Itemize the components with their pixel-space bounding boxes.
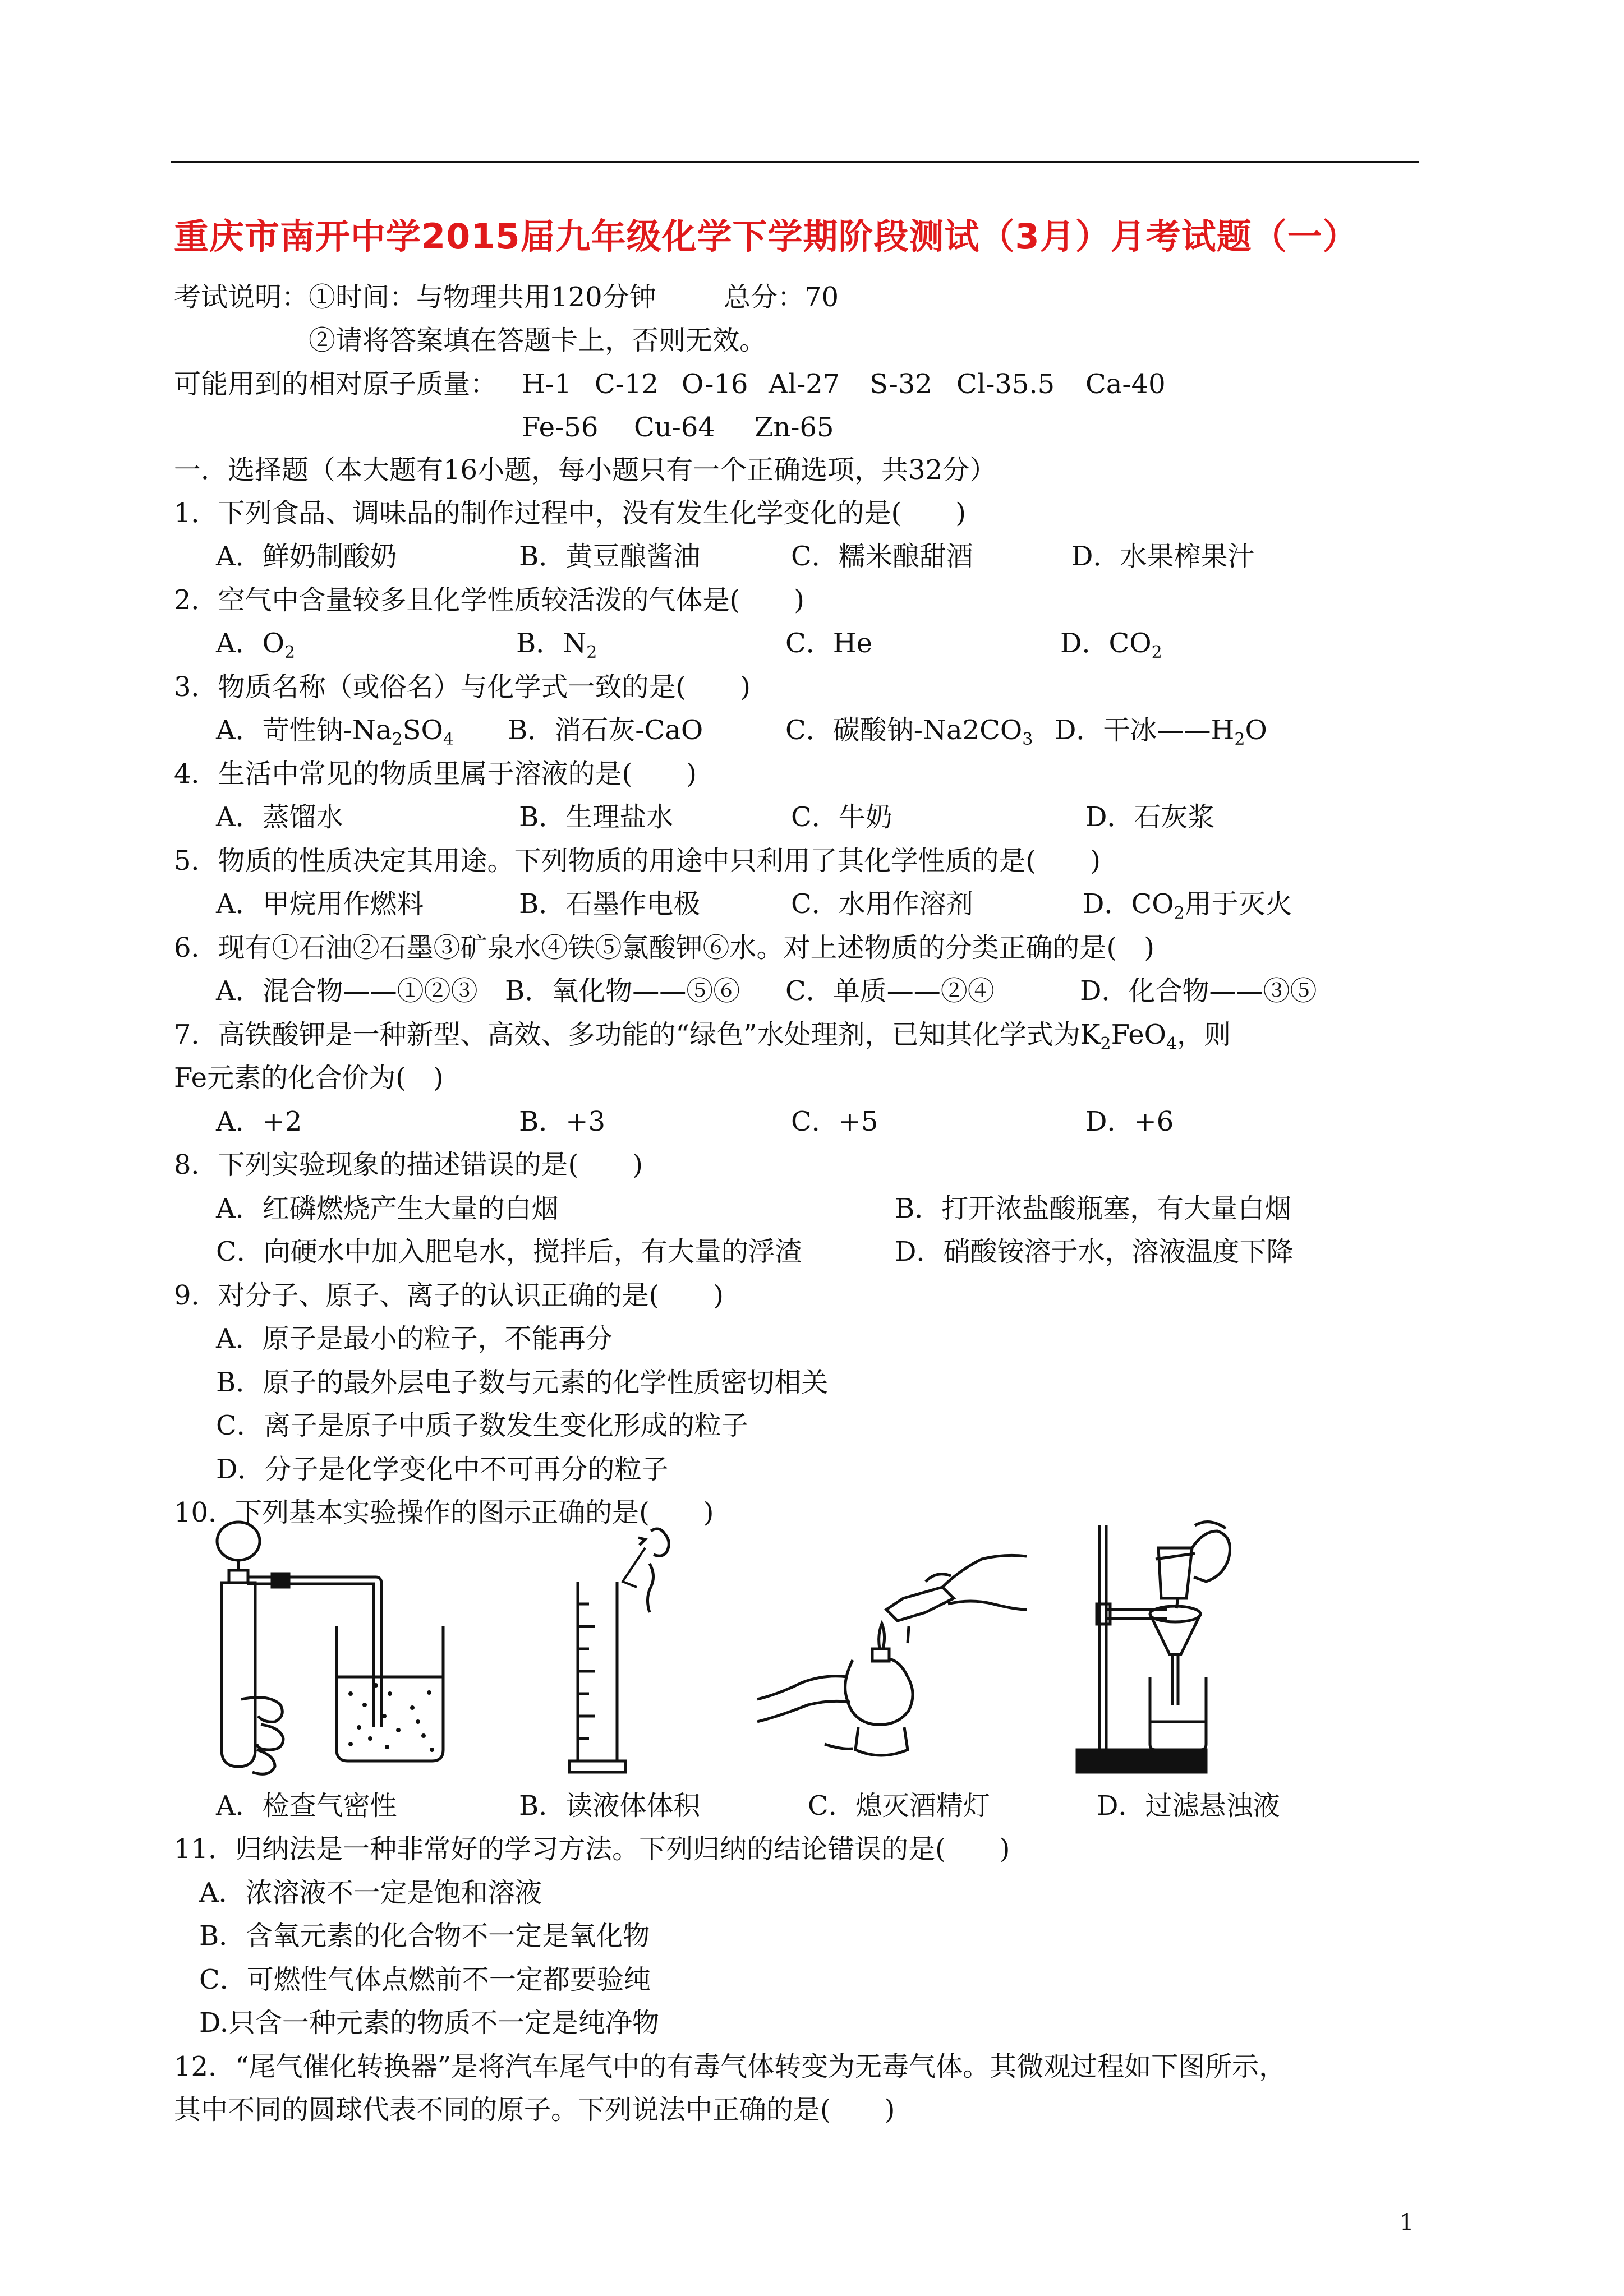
option-a: A．蒸馏水 — [216, 801, 343, 833]
question-stem: 1．下列食品、调味品的制作过程中，没有发生化学变化的是( ) — [174, 497, 966, 529]
option-b: B．$N_2$ — [516, 628, 597, 662]
option-a: A．原子是最小的粒子，不能再分 — [216, 1323, 613, 1354]
option-b: B．打开浓盐酸瓶塞，有大量白烟 — [895, 1193, 1292, 1224]
option-d: D．干冰$——H_2O$ — [1055, 714, 1267, 749]
exam-time: ①时间：与物理共用120分钟 — [309, 282, 656, 313]
question-stem: 3．物质名称（或俗名）与化学式一致的是( ) — [174, 671, 751, 703]
question-stem: 11．归纳法是一种非常好的学习方法。下列归纳的结论错误的是( ) — [174, 1833, 1010, 1865]
option-b: B．消石灰-CaO — [508, 714, 703, 746]
option-c: C．熄灭酒精灯 — [808, 1790, 990, 1822]
atomic-mass-item: Al-27 — [769, 368, 840, 400]
option-a: A．混合物——①②③ — [216, 975, 478, 1007]
option-c: C．He — [785, 628, 872, 659]
option-b: B．含氧元素的化合物不一定是氧化物 — [199, 1920, 650, 1952]
option-c: C．离子是原子中质子数发生变化形成的粒子 — [216, 1410, 748, 1441]
atomic-mass-item: Zn-65 — [755, 412, 834, 443]
header-rule — [171, 161, 1419, 163]
question-stem: 7．高铁酸钾是一种新型、高效、多功能的“绿色”水处理剂，已知其化学式为$K_2FeO_4$，则 — [174, 1019, 1231, 1054]
atomic-mass-item: Ca-40 — [1085, 368, 1166, 400]
option-b: B．黄豆酿酱油 — [519, 541, 701, 572]
atomic-mass-item: S-32 — [869, 368, 932, 400]
option-c: C．糯米酿甜酒 — [791, 541, 973, 572]
option-c: C．单质——②④ — [785, 975, 995, 1007]
option-b: B．原子的最外层电子数与元素的化学性质密切相关 — [216, 1367, 829, 1398]
option-a: A．苛性钠$-Na_2SO_4$ — [216, 714, 454, 749]
option-d: D．+6 — [1085, 1106, 1174, 1137]
option-c: C．可燃性气体点燃前不一定都要验纯 — [199, 1964, 651, 1995]
question-stem: 10．下列基本实验操作的图示正确的是( ) — [174, 1497, 714, 1528]
question-stem: 6．现有①石油②石墨③矿泉水④铁⑤氯酸钾⑥水。对上述物质的分类正确的是( ) — [174, 932, 1154, 963]
atomic-mass-label: 可能用到的相对原子质量： — [174, 368, 498, 400]
question-stem: 8．下列实验现象的描述错误的是( ) — [174, 1149, 643, 1181]
option-b: B．+3 — [519, 1106, 606, 1137]
filtration-figure — [1066, 1514, 1335, 1783]
option-a: A．鲜奶制酸奶 — [216, 541, 397, 572]
atomic-mass-item: Cl-35.5 — [956, 368, 1055, 400]
option-d: D．化合物——③⑤ — [1080, 975, 1317, 1007]
atomic-mass-item: Cu-64 — [634, 412, 715, 443]
airtightness-check-figure — [191, 1514, 460, 1783]
question-stem: 2．空气中含量较多且化学性质较活泼的气体是( ) — [174, 584, 804, 616]
question-stem: 9．对分子、原子、离子的认识正确的是( ) — [174, 1280, 724, 1311]
option-d: D．石灰浆 — [1085, 801, 1215, 833]
exam-info-line2: ②请将答案填在答题卡上，否则无效。 — [309, 325, 767, 356]
read-volume-figure — [539, 1514, 696, 1783]
atomic-mass-item: C-12 — [595, 368, 659, 400]
question-stem: 12．“尾气催化转换器”是将汽车尾气中的有毒气体转变为无毒气体。其微观过程如下图所示， — [174, 2051, 1286, 2082]
option-d: D．$CO_2$ — [1060, 628, 1162, 662]
option-d: D．过滤悬浊液 — [1097, 1790, 1280, 1822]
option-c: C．碳酸钠$-Na2CO_3$ — [785, 714, 1033, 749]
option-c: C．+5 — [791, 1106, 878, 1137]
option-d: D．硝酸铵溶于水，溶液温度下降 — [895, 1236, 1294, 1267]
option-d: D．水果榨果汁 — [1071, 541, 1255, 572]
extinguish-lamp-figure — [757, 1514, 1027, 1783]
page-number: 1 — [1400, 2210, 1414, 2235]
option-b: B．读液体体积 — [519, 1790, 701, 1822]
atomic-mass-item: O-16 — [682, 368, 748, 400]
option-a: A．红磷燃烧产生大量的白烟 — [216, 1193, 559, 1224]
option-a: A．甲烷用作燃料 — [216, 888, 424, 920]
option-c: C．水用作溶剂 — [791, 888, 973, 920]
option-c: C．向硬水中加入肥皂水，搅拌后，有大量的浮渣 — [216, 1236, 802, 1267]
option-a: A．$O_2$ — [216, 628, 296, 662]
option-d: D.只含一种元素的物质不一定是纯净物 — [199, 2007, 660, 2039]
atomic-mass-item: H-1 — [522, 368, 572, 400]
option-b: B．氧化物——⑤⑥ — [505, 975, 740, 1007]
option-a: A．检查气密性 — [216, 1790, 397, 1822]
option-b: B．生理盐水 — [519, 801, 674, 833]
q10-figures — [191, 1514, 1313, 1789]
option-d: D．$CO_2$用于灭火 — [1083, 888, 1292, 923]
exam-info-line1 — [174, 280, 656, 314]
option-d: D．分子是化学变化中不可再分的粒子 — [216, 1454, 669, 1485]
atomic-mass-item: Fe-56 — [522, 412, 599, 443]
exam-total: 总分：70 — [724, 282, 839, 313]
option-a: A．+2 — [216, 1106, 302, 1137]
question-stem: 5．物质的性质决定其用途。下列物质的用途中只利用了其化学性质的是( ) — [174, 845, 1101, 877]
question-stem: 4．生活中常见的物质里属于溶液的是( ) — [174, 758, 697, 790]
page-title: 重庆市南开中学2015届九年级化学下学期阶段测试（3月）月考试题（一） — [174, 216, 1358, 257]
question-stem-continued: Fe元素的化合价为( ) — [174, 1062, 444, 1094]
exam-info-label: 考试说明： — [174, 282, 309, 313]
option-b: B．石墨作电极 — [519, 888, 701, 920]
option-c: C．牛奶 — [791, 801, 892, 833]
option-a: A．浓溶液不一定是饱和溶液 — [199, 1877, 542, 1908]
question-stem-continued: 其中不同的圆球代表不同的原子。下列说法中正确的是( ) — [174, 2094, 895, 2126]
section-heading: 一．选择题（本大题有16小题，每小题只有一个正确选项，共32分） — [174, 454, 997, 486]
